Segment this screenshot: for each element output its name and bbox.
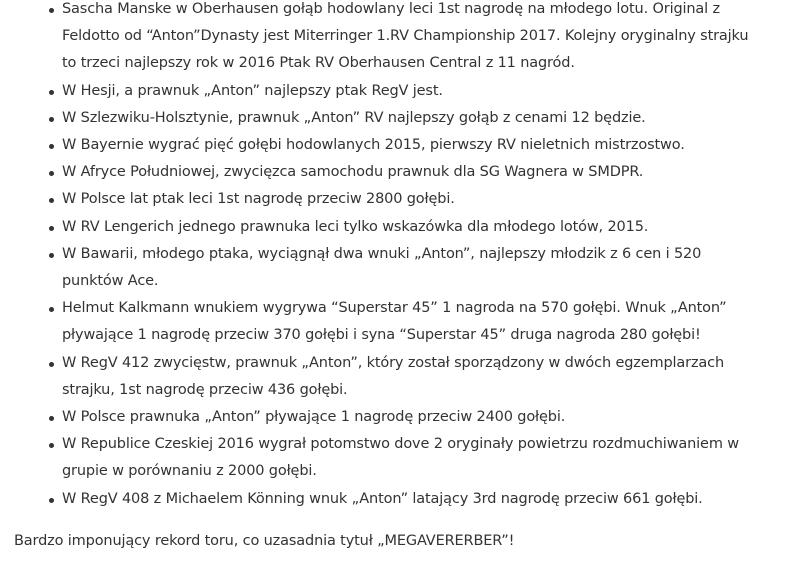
bullet-icon (49, 117, 54, 122)
bullet-icon (49, 498, 54, 503)
list-item (45, 214, 750, 241)
bullet-icon (49, 362, 54, 367)
list-item-text: W Bawarii, młodego ptaka, wyciągnął dwa wnuki „Anton”, najlepszy młodzik z 6 cen i 520 punktów Ace. (62, 245, 702, 290)
list-item (45, 486, 750, 513)
list-item-text: W Republice Czeskiej 2016 wygrał potomstwo dove 2 oryginały powietrzu rozdmuchiwaniem w grupie w porównaniu z 2000 gołębi. (62, 436, 739, 480)
list-item-text: W Bayernie wygrać pięć gołębi hodowlanych 2015, pierwszy RV nieletnich mistrzostwo. (62, 137, 685, 154)
bullet-icon (49, 443, 54, 448)
list-item (45, 132, 750, 159)
list-item (45, 350, 750, 404)
bullet-icon (49, 253, 54, 258)
list-item (45, 78, 750, 105)
bullet-icon (49, 144, 54, 149)
list-item (45, 404, 750, 431)
list-item-text: W Polsce lat ptak leci 1st nagrodę przeciw 2800 gołębi. (62, 191, 455, 208)
list-item (45, 159, 750, 186)
bullet-icon (49, 8, 54, 13)
list-item (45, 295, 750, 349)
list-item-text: W RegV 408 z Michaelem Könning wnuk „Anton” latający 3rd nagrodę przeciw 661 gołębi. (62, 490, 703, 507)
bullet-icon (49, 416, 54, 421)
list-item (45, 105, 750, 132)
list-item (45, 241, 750, 295)
list-item-text: Helmut Kalkmann wnukiem wygrywa “Superstar 45” 1 nagroda na 570 gołębi. Wnuk „Anton” pływające 1 nagrodę przeciw 370 gołębi i syna “Superstar 45” druga nagroda 280 gołębi! (62, 300, 727, 344)
bullet-icon (49, 307, 54, 312)
bullet-icon (49, 171, 54, 176)
list-item-text: W Szlezwiku-Holsztynie, prawnuk „Anton” RV najlepszy gołąb z cenami 12 będzie. (62, 109, 646, 126)
bullet-icon (49, 90, 54, 95)
list-item (45, 431, 750, 485)
summary-paragraph: Bardzo imponujący rekord toru, co uzasadnia tytuł „MEGAVERERBER”! (14, 532, 515, 549)
list-item-text: W RegV 412 zwycięstw, prawnuk „Anton”, który został sporządzony w dwóch egzemplarzach strajku, 1st nagrodę przeciw 436 gołębi. (62, 354, 725, 398)
list-item-text: W RV Lengerich jednego prawnuka leci tylko wskazówka dla młodego lotów, 2015. (62, 218, 649, 235)
bullet-icon (49, 226, 54, 231)
list-item (45, 186, 750, 213)
list-item-text: W Afryce Południowej, zwycięzca samochodu prawnuk dla SG Wagnera w SMDPR. (62, 164, 644, 181)
list-item-text: W Hesji, a prawnuk „Anton” najlepszy ptak RegV jest. (62, 82, 443, 99)
list-item-text: Sascha Manske w Oberhausen gołąb hodowlany leci 1st nagrodę na młodego lotu. Original z Feldotto od “Anton”Dynasty jest Miterringer 1.RV Championship 2017. Kolejny oryginalny strajku to trzeci najlepszy rok w 2016 Ptak RV Oberhausen Central z 11 nagród. (62, 1, 749, 72)
list-item (45, 0, 750, 78)
bullet-icon (49, 198, 54, 203)
list-item-text: W Polsce prawnuka „Anton” pływające 1 nagrodę przeciw 2400 gołębi. (62, 409, 566, 426)
